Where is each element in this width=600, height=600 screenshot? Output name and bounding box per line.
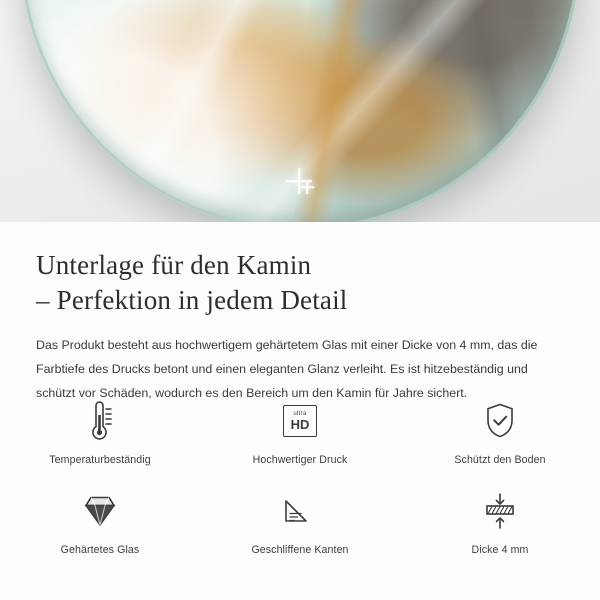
feature-item-temperature-resistant [0,392,200,474]
shield-check-icon [480,398,520,444]
product-description: Das Produkt besteht aus hochwertigem gehärtetem Glas mit einer Dicke von 4 mm, das die Farbtiefe des Drucks betont und einen eleganten Glanz verleiht. Es ist hitzebeständig und schützt vor Schäden, wodurch es den Bereich um den Kamin für Jahre sichert. [36,338,538,401]
polished-edges-icon [280,488,320,534]
thermometer-icon [80,398,120,444]
page-title [36,248,564,317]
feature-item-thickness [400,482,600,564]
feature-item-polished-edges [200,482,400,564]
feature-grid [0,392,600,564]
feature-label: Temperaturbeständig [49,454,151,466]
ultra-hd-icon [283,398,317,444]
thickness-arrows-icon [478,488,522,534]
page-title-line-2: – Perfektion in jedem Detail [36,284,348,315]
feature-item-floor-protection [400,392,600,474]
ultra-hd-badge-bottom: HD [290,417,310,432]
hero-product-image [0,0,600,222]
page-title-line-1: Unterlage für den Kamin [36,250,312,280]
ultra-hd-badge-top: ultra [293,411,307,417]
text-block [0,222,600,406]
feature-label: Gehärtetes Glas [60,544,140,556]
feature-item-tempered-glass [0,482,200,564]
feature-item-print-quality [200,392,400,474]
glass-plate [20,0,580,222]
feature-label: Hochwertiger Druck [252,454,348,466]
diamond-icon [78,488,122,534]
feature-label: Dicke 4 mm [471,544,529,556]
feature-label: Schützt den Boden [454,454,546,466]
feature-label: Geschliffene Kanten [251,544,349,556]
